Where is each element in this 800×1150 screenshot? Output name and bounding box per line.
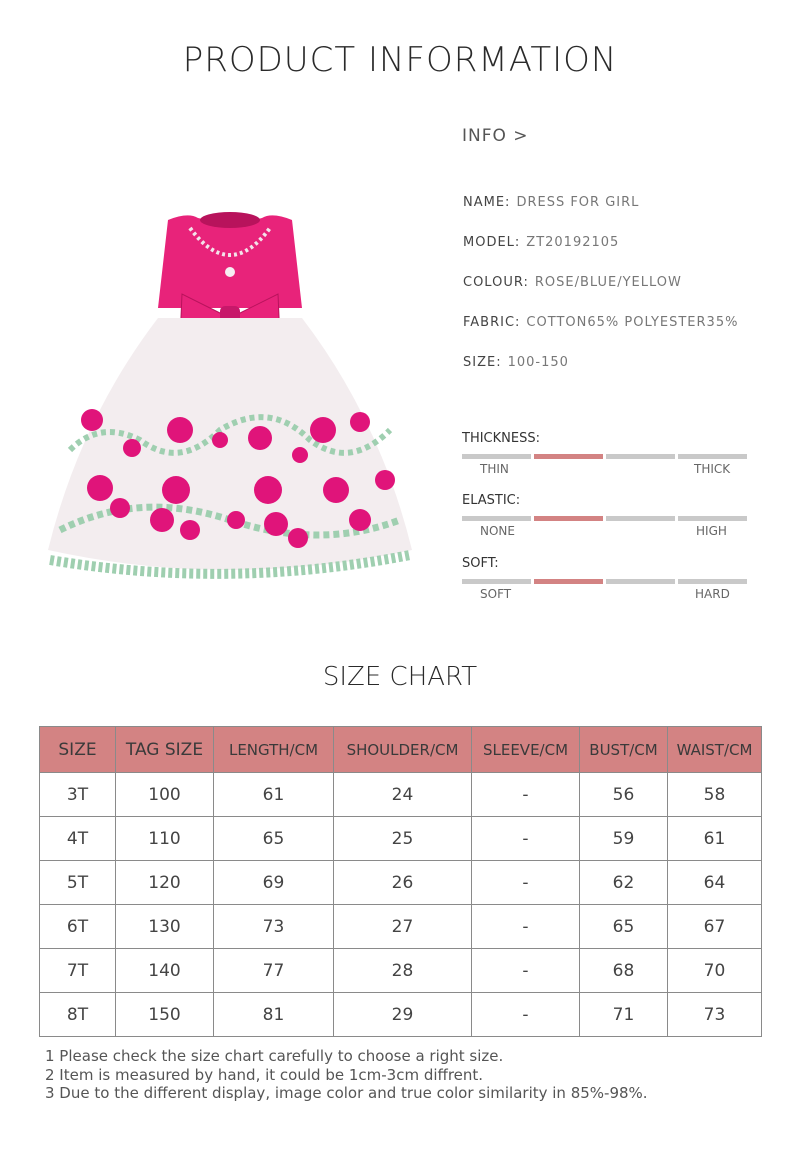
table-cell: 81 — [214, 993, 334, 1037]
spec-model — [463, 235, 619, 250]
table-cell: 67 — [668, 905, 762, 949]
scale-segment — [606, 516, 675, 521]
spec-size — [463, 355, 569, 370]
thickness-low-label: THIN — [480, 462, 509, 476]
table-cell: 71 — [580, 993, 668, 1037]
table-cell: - — [472, 949, 580, 993]
scale-segment — [678, 579, 747, 584]
thickness-scale — [462, 454, 747, 459]
elastic-scale — [462, 516, 747, 521]
table-cell: - — [472, 817, 580, 861]
elastic-high-label: HIGH — [696, 524, 727, 538]
spec-label: MODEL: — [463, 235, 521, 250]
table-row — [40, 773, 762, 817]
table-cell: 61 — [668, 817, 762, 861]
table-cell: - — [472, 773, 580, 817]
table-cell: 8T — [40, 993, 116, 1037]
table-cell: 65 — [214, 817, 334, 861]
spec-value: ROSE/BLUE/YELLOW — [534, 275, 682, 290]
spec-label: SIZE: — [463, 355, 502, 370]
scale-segment — [462, 579, 531, 584]
table-cell: 73 — [214, 905, 334, 949]
scale-segment-active — [534, 516, 603, 521]
table-cell: 70 — [668, 949, 762, 993]
thickness-label: THICKNESS: — [462, 431, 540, 446]
table-row — [40, 905, 762, 949]
spec-name — [463, 195, 639, 210]
table-cell: 100 — [116, 773, 214, 817]
table-cell: 25 — [334, 817, 472, 861]
table-row — [40, 861, 762, 905]
table-cell: 3T — [40, 773, 116, 817]
table-cell: 69 — [214, 861, 334, 905]
scale-segment — [678, 516, 747, 521]
scale-segment — [462, 516, 531, 521]
scale-segment — [462, 454, 531, 459]
scale-segment — [606, 454, 675, 459]
size-chart-title: SIZE CHART — [322, 662, 478, 692]
spec-value: ZT20192105 — [526, 235, 620, 250]
scale-segment-active — [534, 454, 603, 459]
table-cell: 56 — [580, 773, 668, 817]
spec-label: NAME: — [463, 195, 511, 210]
scale-segment — [678, 454, 747, 459]
elastic-low-label: NONE — [480, 524, 515, 538]
table-cell: 64 — [668, 861, 762, 905]
thickness-high-label: THICK — [694, 462, 731, 476]
table-cell: 7T — [40, 949, 116, 993]
spec-colour — [463, 275, 682, 290]
table-cell: 110 — [116, 817, 214, 861]
soft-high-label: HARD — [695, 587, 730, 601]
table-header-row — [40, 727, 762, 773]
table-cell: - — [472, 861, 580, 905]
table-cell: - — [472, 905, 580, 949]
spec-fabric — [463, 315, 738, 330]
table-cell: 24 — [334, 773, 472, 817]
header-shoulder: SHOULDER/CM — [334, 727, 472, 773]
table-cell: 59 — [580, 817, 668, 861]
spec-label: COLOUR: — [463, 275, 529, 290]
header-sleeve: SLEEVE/CM — [472, 727, 580, 773]
table-cell: 77 — [214, 949, 334, 993]
table-cell: 6T — [40, 905, 116, 949]
page-title: PRODUCT INFORMATION — [182, 40, 618, 80]
soft-low-label: SOFT — [480, 587, 512, 601]
size-notes — [45, 1047, 648, 1103]
soft-scale — [462, 579, 747, 584]
elastic-label: ELASTIC: — [462, 493, 521, 508]
header-bust: BUST/CM — [580, 727, 668, 773]
size-chart-table — [39, 726, 762, 1037]
table-cell: 150 — [116, 993, 214, 1037]
table-cell: 120 — [116, 861, 214, 905]
table-cell: 73 — [668, 993, 762, 1037]
scale-segment-active — [534, 579, 603, 584]
table-cell: 26 — [334, 861, 472, 905]
dress-product-image — [40, 190, 420, 600]
table-cell: 130 — [116, 905, 214, 949]
table-cell: 28 — [334, 949, 472, 993]
info-heading: INFO > — [462, 126, 529, 146]
table-cell: 4T — [40, 817, 116, 861]
table-cell: 29 — [334, 993, 472, 1037]
spec-value: 100-150 — [507, 355, 569, 370]
table-row — [40, 949, 762, 993]
note-line: 1 Please check the size chart carefully to choose a right size. — [45, 1047, 504, 1065]
table-cell: 5T — [40, 861, 116, 905]
table-cell: 61 — [214, 773, 334, 817]
table-row — [40, 993, 762, 1037]
header-tag-size: TAG SIZE — [116, 727, 214, 773]
soft-label: SOFT: — [462, 556, 499, 571]
table-cell: 27 — [334, 905, 472, 949]
note-line: 2 Item is measured by hand, it could be 1cm-3cm diffrent. — [45, 1065, 484, 1084]
table-cell: - — [472, 993, 580, 1037]
spec-label: FABRIC: — [463, 315, 521, 330]
scale-segment — [606, 579, 675, 584]
table-cell: 68 — [580, 949, 668, 993]
table-cell: 58 — [668, 773, 762, 817]
header-length: LENGTH/CM — [214, 727, 334, 773]
table-cell: 140 — [116, 949, 214, 993]
note-line: 3 Due to the different display, image color and true color similarity in 85%-98%. — [45, 1084, 648, 1102]
spec-value: COTTON65% POLYESTER35% — [526, 315, 739, 330]
table-cell: 65 — [580, 905, 668, 949]
table-cell: 62 — [580, 861, 668, 905]
header-size: SIZE — [40, 727, 116, 773]
table-row — [40, 817, 762, 861]
header-waist: WAIST/CM — [668, 727, 762, 773]
spec-value: DRESS FOR GIRL — [516, 195, 640, 210]
